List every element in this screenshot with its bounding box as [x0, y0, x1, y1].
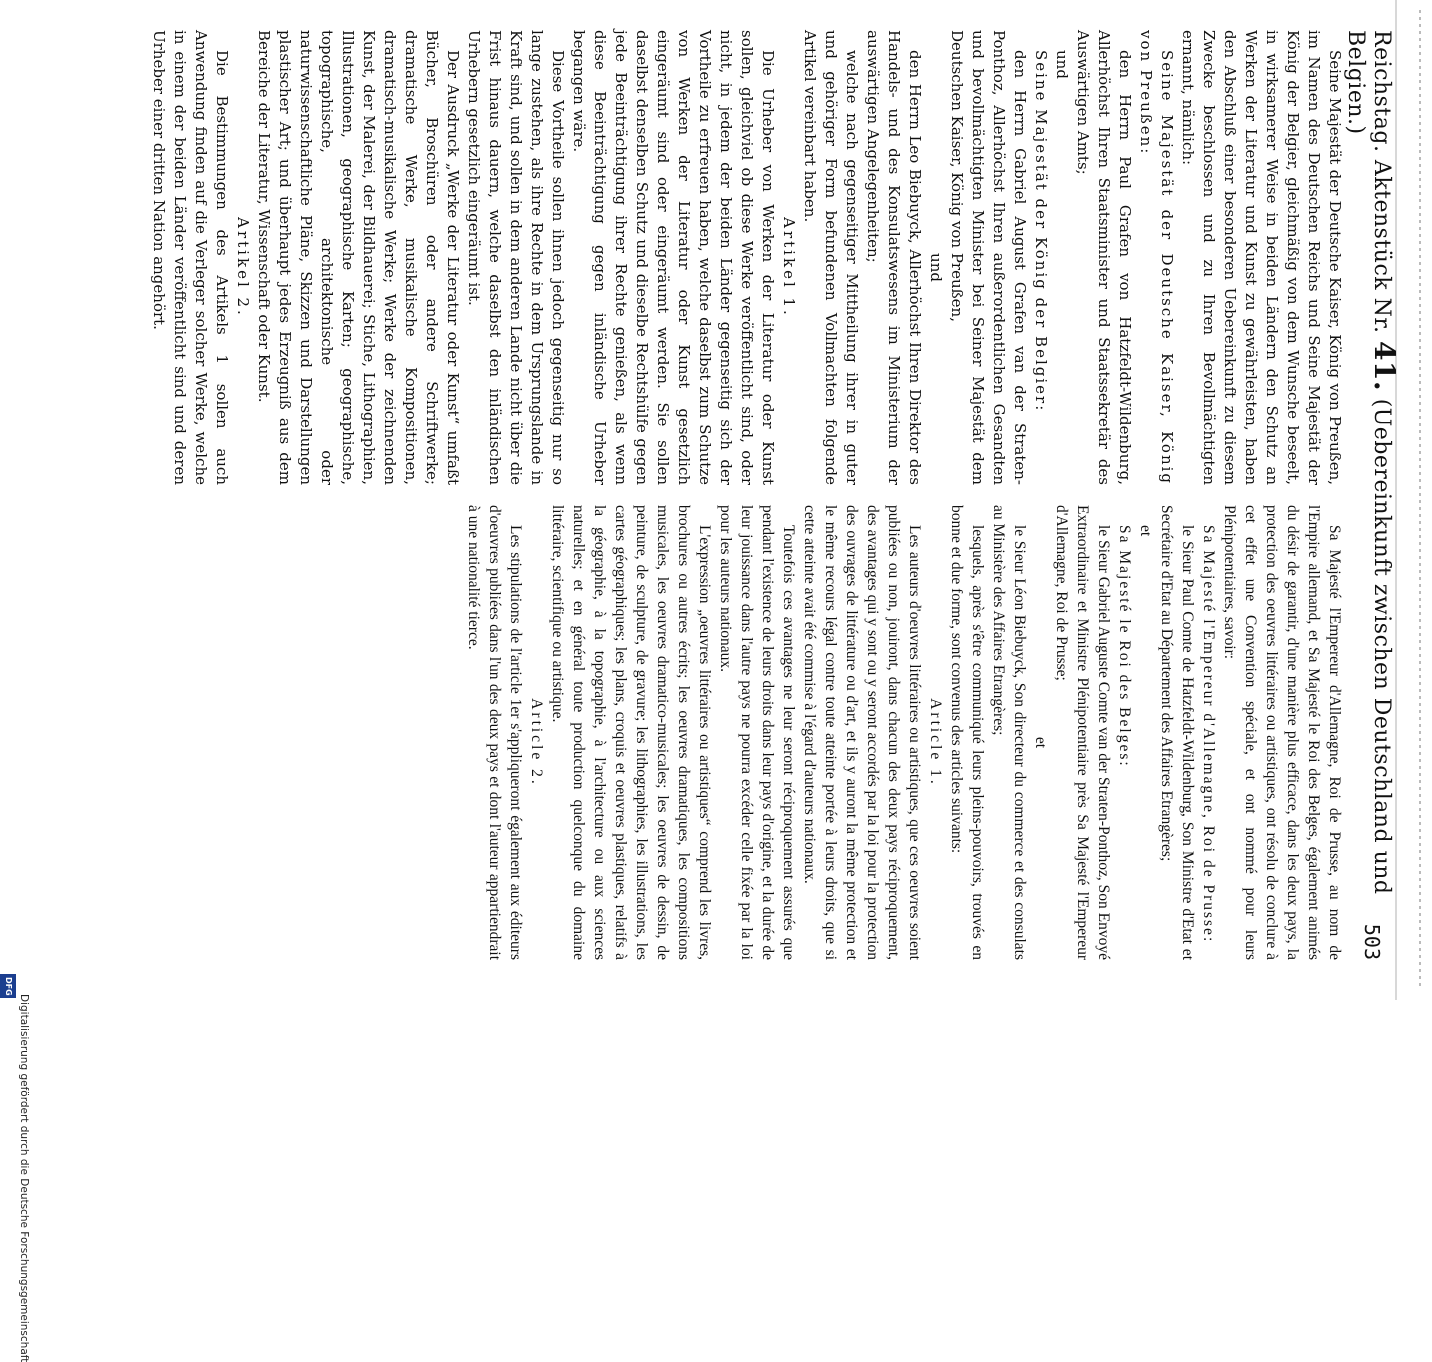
sovereign-line: Seine Majestät der Deutsche Kaiser, König von Preußen: [1137, 30, 1176, 485]
body-paragraph: welche nach gegenseitiger Mittheilung ihrer in guter und gehöriger Form befundenen Vollmachten folgende Artikel vereinbart haben. [801, 30, 861, 485]
body-paragraph: Les auteurs d'oeuvres littéraires ou artistiques, que ces oeuvres soient publiées ou non, jouiront, dans chacun des deux pays réciproquement, des avantages qui y sont ou y seront accordés par la loi pour la protection des ouvrages de littérature ou d'art, et ils y auront la même protection et le même recours légal contre toute atteinte portée à leurs droits, que si cette atteinte avait été commise à l'égard d'auteurs nationaux. [801, 505, 923, 960]
preamble-paragraph: Seine Majestät der Deutsche Kaiser, König von Preußen, im Namen des Deutschen Reichs und Seine Majestät der König der Belgier, gleichmäßig von dem Wunsche beseelt, in wirksamerer Weise in beiden Ländern den Schutz an Werken der Literatur und Kunst zu gewährleisten, haben den Abschluß einer besonderen Uebereinkunft zu diesem Zwecke beschlossen und zu Ihren Bevollmächtigten ernannt, nämlich: [1179, 30, 1344, 485]
conjunction-word: et [1032, 736, 1049, 749]
conjunction-word: und [927, 253, 945, 282]
header-title-right: (Uebereinkunft zwischen Deutschland und Belgien.) [1343, 30, 1394, 895]
delegate-entry: den Herrn Leo Biebuyck, Allerhöchst Ihren Direktor des Handels- und des Konsulatswesens im Ministerium der auswärtigen Angelegenheiten; [864, 30, 924, 485]
delegate-entry: le Sieur Léon Biebuyck, Son directeur du commerce et des consulats au Ministère des Affaires Etrangères; [990, 505, 1028, 960]
sovereign-line: Sa Majesté l'Empereur d'Allemagne, Roi de Prusse: [1200, 525, 1217, 944]
page-number: 503 [1360, 923, 1384, 960]
conjunction-word: et [1137, 525, 1154, 537]
document-number: 41. [1368, 340, 1401, 392]
body-paragraph: Die Bestimmungen des Artikels 1 sollen auch Anwendung finden auf die Verleger solcher Werke, welche in einem der beiden Länder veröffentlicht sind und deren Urheber einer dritten Nation angehört. [150, 30, 231, 485]
sovereign-line: Sa Majesté le Roi des Belges: [1116, 525, 1133, 768]
german-column [120, 30, 1345, 485]
digitization-credit [6, 494, 30, 1362]
article-heading: Article 1. [927, 698, 944, 787]
rotated-document-page [100, 0, 1400, 1000]
header-title [1343, 30, 1401, 924]
body-paragraph: L'expression „oeuvres littéraires ou artistiques“ comprend les livres, brochures ou autres écrits; les oeuvres dramatiques, les compositions musicales, les oeuvres dramatico-musicales; les oeuvres de dessin, de peinture, de sculpture, de gravure; les lithographies, les illustrations, les cartes géographiques; les plans, croquis et oeuvres plastiques, relatifs à la géographie, à la topographie, à l'architecture ou aux sciences naturelles; et en général toute production quelconque du domaine littéraire, scientifique ou artistique. [549, 505, 713, 960]
french-column [120, 505, 1345, 960]
body-paragraph: Toutefois ces avantages ne leur seront réciproquement assurés que pendant l'existence de leurs droits dans leur pays d'origine, et la durée de leur jouissance dans l'autre pays ne pourra excéder celle fixée par la loi pour les auteurs nationaux. [717, 505, 797, 960]
header-title-left: Reichstag. Aktenstück Nr. [1369, 30, 1394, 334]
delegate-entry: le Sieur Gabriel Auguste Comte van der Straten-Ponthoz, Son Envoyé Extraordinaire et Ministre Plénipotentiaire près Sa Majesté l'Empereur d'Allemagne, Roi de Prusse; [1053, 505, 1112, 960]
body-paragraph: Diese Vortheile sollen ihnen jedoch gegenseitig nur so lange zustehen, als ihre Rechte in dem Ursprungslande in Kraft sind, und sollen in dem anderen Lande nicht über die Frist hinaus dauern, welche daselbst den inländischen Urhebern gesetzlich eingeräumt ist. [465, 30, 567, 485]
article-heading: Artikel 2. [234, 217, 252, 318]
body-paragraph: Der Ausdruck „Werke der Literatur oder Kunst“ umfaßt Bücher, Broschüren oder andere Schriftwerke; dramatische Werke, musikalische Kompositionen, dramatisch-musikalische Werke; Werke der zeichnenden Kunst, der Malerei, der Bildhauerei; Stiche, Lithographien, Illustrationen, geographische Karten; geographische, topographische, architektonische oder naturwissenschaftliche Pläne, Skizzen und Darstellungen plastischer Art; und überhaupt jedes Erzeugniß aus dem Bereiche der Literatur, Wissenschaft oder Kunst. [255, 30, 462, 485]
scan-border [1419, 10, 1421, 990]
delegate-entry: den Herrn Paul Grafen von Hatzfeldt-Wildenburg, Allerhöchst Ihren Staatsminister und Staatssekretär des Auswärtigen Amts; [1074, 30, 1134, 485]
body-paragraph: Die Urheber von Werken der Literatur oder Kunst sollen, gleichviel ob diese Werke veröffentlicht sind, oder nicht, in jedem der beiden Länder gegenseitig sich der Vortheile zu erfreuen haben, welche daselbst zum Schutze von Werken der Literatur oder Kunst gesetzlich eingeräumt sind oder eingeräumt werden. Sie sollen daselbst denselben Schutz und dieselbe Rechtshülfe gegen jede Beeinträchtigung ihrer Rechte genießen, als wenn diese Beeinträchtigung gegen inländische Urheber begangen wäre. [570, 30, 777, 485]
delegate-entry: le Sieur Paul Comte de Hatzfeldt-Wildenburg, Son Ministre d'Etat et Secrétaire d'Etat au Département des Affaires Etrangères; [1158, 505, 1196, 960]
page-header [1343, 30, 1401, 960]
delegate-entry: den Herrn Gabriel August Grafen van der Straten-Ponthoz, Allerhöchst Ihren außerordentlichen Gesandten und bevollmächtigten Minister bei Seiner Majestät dem Deutschen Kaiser, König von Preußen, [948, 30, 1029, 485]
article-heading: Article 2. [528, 698, 545, 787]
dfg-logo-icon: DFG [0, 974, 16, 998]
credit-text: Digitalisierung gefördert durch die Deutsche Forschungsgemeinschaft [18, 994, 30, 1362]
sovereign-line: Seine Majestät der König der Belgier: [1032, 50, 1050, 413]
body-paragraph: lesquels, après s'être communiqué leurs pleins-pouvoirs, trouvés en bonne et due forme, sont convenus des articles suivants: [948, 505, 986, 960]
article-heading: Artikel 1. [780, 217, 798, 318]
body-paragraph: Les stipulations de l'article 1er s'appliqueront également aux éditeurs d'oeuvres publiées dans l'un des deux pays et dont l'auteur appartiendrait à une nationalité tierce. [465, 505, 524, 960]
preamble-paragraph: Sa Majesté l'Empereur d'Allemagne, Roi de Prusse, au nom de l'Empire allemand, et Sa Majesté le Roi des Belges, également animés du désir de garantir, d'une manière plus efficace, dans les deux pays, la protection des oeuvres littéraires ou artistiques, ont résolu de conclure à cet effet une Convention spéciale, et ont nommé pour leurs Plénipotentiaires, savoir: [1221, 505, 1343, 960]
conjunction-word: und [1053, 50, 1071, 79]
